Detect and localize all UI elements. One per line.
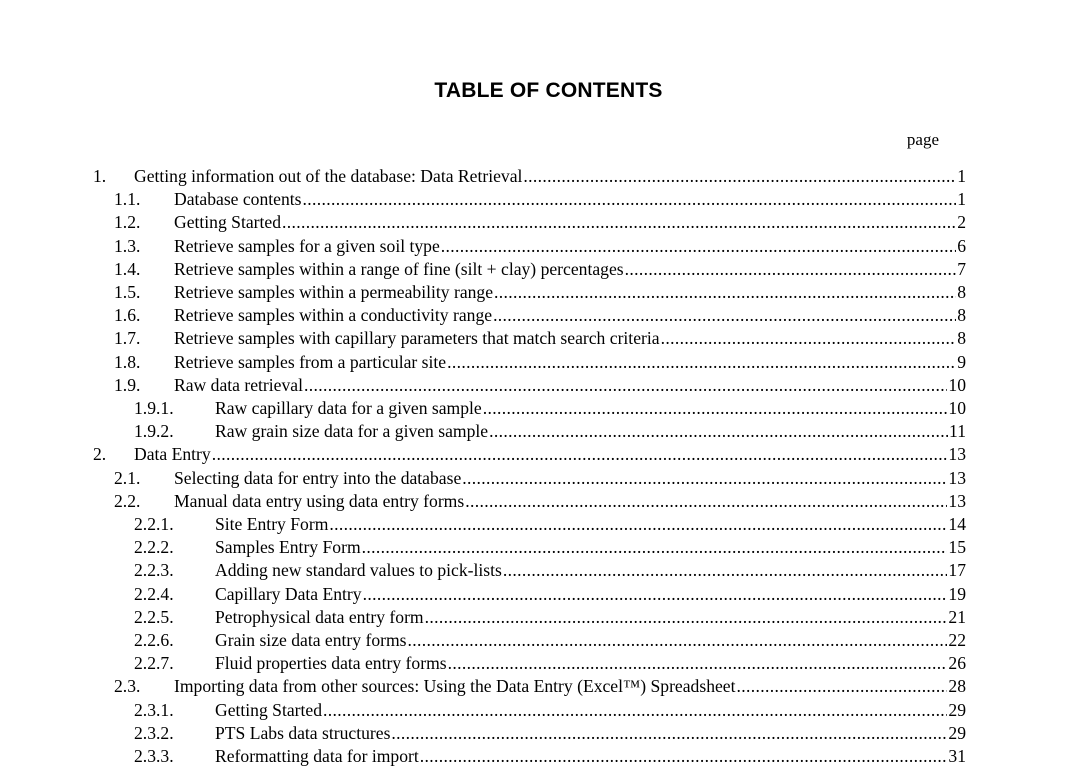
toc-entry[interactable] <box>134 536 966 559</box>
toc-entry-title: Raw capillary data for a given sample <box>215 398 482 418</box>
toc-entry-title: Selecting data for entry into the database <box>174 467 462 488</box>
toc-entry-page-number: 2 <box>957 212 966 233</box>
toc-dot-leader <box>503 559 948 582</box>
toc-entry-title: Samples Entry Form <box>215 537 361 558</box>
toc-entry[interactable] <box>134 652 966 675</box>
toc-entry[interactable] <box>114 304 966 327</box>
toc-entry[interactable] <box>114 351 966 374</box>
toc-entry-title: Retrieve samples within a range of fine (silt + clay) percentages <box>174 258 624 279</box>
toc-entry-number: 2.2.7. <box>134 653 174 674</box>
toc-entry-title: Petrophysical data entry form <box>215 606 424 627</box>
page-title: TABLE OF CONTENTS <box>434 79 663 102</box>
toc-dot-leader <box>483 397 948 420</box>
toc-entry-number: 2.2.4. <box>134 583 174 604</box>
toc-entry-number: 2. <box>93 444 107 465</box>
toc-dot-leader <box>494 281 956 304</box>
toc-entry-number: 2.2.1. <box>134 514 174 534</box>
toc-entry-title: Adding new standard values to pick-lists <box>215 560 502 581</box>
toc-entry-number: 1. <box>93 166 107 186</box>
toc-entry[interactable] <box>114 188 966 211</box>
toc-entry-number: 1.2. <box>114 212 141 233</box>
toc-entry-page-number: 8 <box>957 305 966 326</box>
toc-dot-leader <box>363 583 948 606</box>
toc-entry-number: 2.3.3. <box>134 746 174 766</box>
toc-entry-page-number: 13 <box>948 467 966 488</box>
toc-entry-number: 2.2.6. <box>134 630 174 650</box>
toc-entry-number: 1.4. <box>114 258 141 279</box>
toc-entry-page-number: 13 <box>948 444 966 465</box>
toc-entry[interactable] <box>134 513 966 536</box>
toc-entry-title: Raw grain size data for a given sample <box>215 421 489 442</box>
toc-dot-leader <box>447 351 956 374</box>
toc-entry-number: 2.2.5. <box>134 606 174 627</box>
toc-entry-title: Site Entry Form <box>215 514 329 534</box>
toc-entry-page-number: 1 <box>957 189 966 210</box>
toc-entry-number: 1.9.2. <box>134 421 174 442</box>
toc-entry-page-number: 8 <box>957 328 966 349</box>
toc-dot-leader <box>362 536 948 559</box>
toc-entry-number: 2.3. <box>114 676 141 697</box>
toc-entry-number: 1.9.1. <box>134 398 174 418</box>
toc-entry-number: 1.5. <box>114 282 141 302</box>
toc-entry-title: Data Entry <box>134 444 211 465</box>
toc-dot-leader <box>523 165 956 188</box>
toc-entry-number: 2.2.2. <box>134 537 174 558</box>
toc-entry-page-number: 11 <box>949 421 966 442</box>
toc-entry-number: 2.1. <box>114 467 141 488</box>
toc-entry-page-number: 1 <box>957 166 966 186</box>
toc-entry-page-number: 29 <box>948 699 966 720</box>
toc-dot-leader <box>493 304 956 327</box>
toc-entry[interactable] <box>134 397 966 420</box>
toc-entry-number: 2.3.2. <box>134 722 174 743</box>
toc-entry[interactable] <box>93 165 966 188</box>
toc-entry-title: Getting information out of the database: Data Retrieval <box>134 166 523 186</box>
toc-entry-page-number: 29 <box>948 722 966 743</box>
toc-entry-title: PTS Labs data structures <box>215 722 391 743</box>
toc-dot-leader <box>303 188 957 211</box>
toc-dot-leader <box>661 327 957 350</box>
toc-dot-leader <box>323 699 947 722</box>
toc-entry[interactable] <box>134 629 966 652</box>
toc-entry[interactable] <box>114 374 966 397</box>
toc-entry-page-number: 22 <box>948 630 966 650</box>
toc-dot-leader <box>441 235 956 258</box>
toc-entry-number: 2.2.3. <box>134 560 174 581</box>
toc-entry[interactable] <box>114 235 966 258</box>
toc-entry-page-number: 17 <box>948 560 966 581</box>
toc-dot-leader <box>737 675 948 698</box>
toc-entry-title: Getting Started <box>215 699 323 720</box>
toc-entry-title: Capillary Data Entry <box>215 583 362 604</box>
toc-dot-leader <box>212 443 948 466</box>
toc-entry-title: Retrieve samples within a conductivity range <box>174 305 493 326</box>
toc-entry-number: 2.2. <box>114 490 141 511</box>
toc-entry[interactable] <box>114 281 966 304</box>
toc-entry[interactable] <box>114 490 966 513</box>
toc-entry-title: Retrieve samples within a permeability range <box>174 282 494 302</box>
toc-dot-leader <box>391 722 947 745</box>
toc-entry-title: Retrieve samples for a given soil type <box>174 235 440 256</box>
toc-dot-leader <box>304 374 947 397</box>
toc-entry[interactable] <box>134 699 966 722</box>
toc-entry-title: Raw data retrieval <box>174 374 303 395</box>
toc-dot-leader <box>329 513 947 536</box>
toc-entry-page-number: 10 <box>948 398 966 418</box>
toc-entry[interactable] <box>93 443 966 466</box>
toc-entry-number: 2.3.1. <box>134 699 174 720</box>
toc-entry-number: 1.6. <box>114 305 141 326</box>
toc-entry-title: Importing data from other sources: Using the Data Entry (Excel™) Spreadsheet <box>174 676 736 697</box>
toc-entry-page-number: 14 <box>948 514 966 534</box>
toc-entry[interactable] <box>114 258 966 281</box>
toc-entry-page-number: 13 <box>948 490 966 511</box>
toc-entry-number: 1.1. <box>114 189 141 210</box>
toc-entry-title: Fluid properties data entry forms <box>215 653 447 674</box>
toc-entry-page-number: 8 <box>957 282 966 302</box>
toc-entry-page-number: 15 <box>948 537 966 558</box>
toc-entry-page-number: 6 <box>957 235 966 256</box>
toc-dot-leader <box>448 652 948 675</box>
toc-entry-page-number: 19 <box>948 583 966 604</box>
toc-entry-page-number: 9 <box>957 351 966 372</box>
toc-dot-leader <box>625 258 957 281</box>
toc-dot-leader <box>282 211 956 234</box>
toc-entry-title: Retrieve samples from a particular site <box>174 351 447 372</box>
toc-entry-page-number: 31 <box>948 746 966 766</box>
page-column-label: page <box>906 130 939 149</box>
toc-entry-number: 1.7. <box>114 328 141 349</box>
toc-entry-page-number: 21 <box>948 606 966 627</box>
toc-entry[interactable] <box>134 722 966 745</box>
toc-entry[interactable] <box>134 559 966 582</box>
toc-entry[interactable] <box>114 675 966 698</box>
toc-entry-title: Grain size data entry forms <box>215 630 407 650</box>
toc-entry-page-number: 26 <box>948 653 966 674</box>
toc-entry-number: 1.3. <box>114 235 141 256</box>
toc-dot-leader <box>489 420 948 443</box>
toc-entry-number: 1.8. <box>114 351 141 372</box>
toc-entry-number: 1.9. <box>114 374 141 395</box>
toc-entry-title: Database contents <box>174 189 302 210</box>
toc-entry[interactable] <box>134 420 966 443</box>
toc-entry-title: Reformatting data for import <box>215 746 419 766</box>
toc-entry[interactable] <box>134 606 966 629</box>
toc-entry-title: Getting Started <box>174 212 282 233</box>
toc-dot-leader <box>465 490 947 513</box>
toc-dot-leader <box>408 629 948 652</box>
toc-entry[interactable] <box>114 211 966 234</box>
toc-entry-page-number: 7 <box>957 258 966 279</box>
toc-dot-leader <box>425 606 948 629</box>
toc-entry[interactable] <box>134 745 966 768</box>
toc-entry-title: Manual data entry using data entry forms <box>174 490 465 511</box>
toc-dot-leader <box>420 745 948 768</box>
toc-entry[interactable] <box>114 467 966 490</box>
toc-dot-leader <box>462 467 947 490</box>
toc-entry[interactable] <box>134 583 966 606</box>
toc-entry-page-number: 10 <box>948 374 966 395</box>
toc-entry-page-number: 28 <box>948 676 966 697</box>
toc-entry-title: Retrieve samples with capillary parameters that match search criteria <box>174 328 660 349</box>
toc-entry[interactable] <box>114 327 966 350</box>
